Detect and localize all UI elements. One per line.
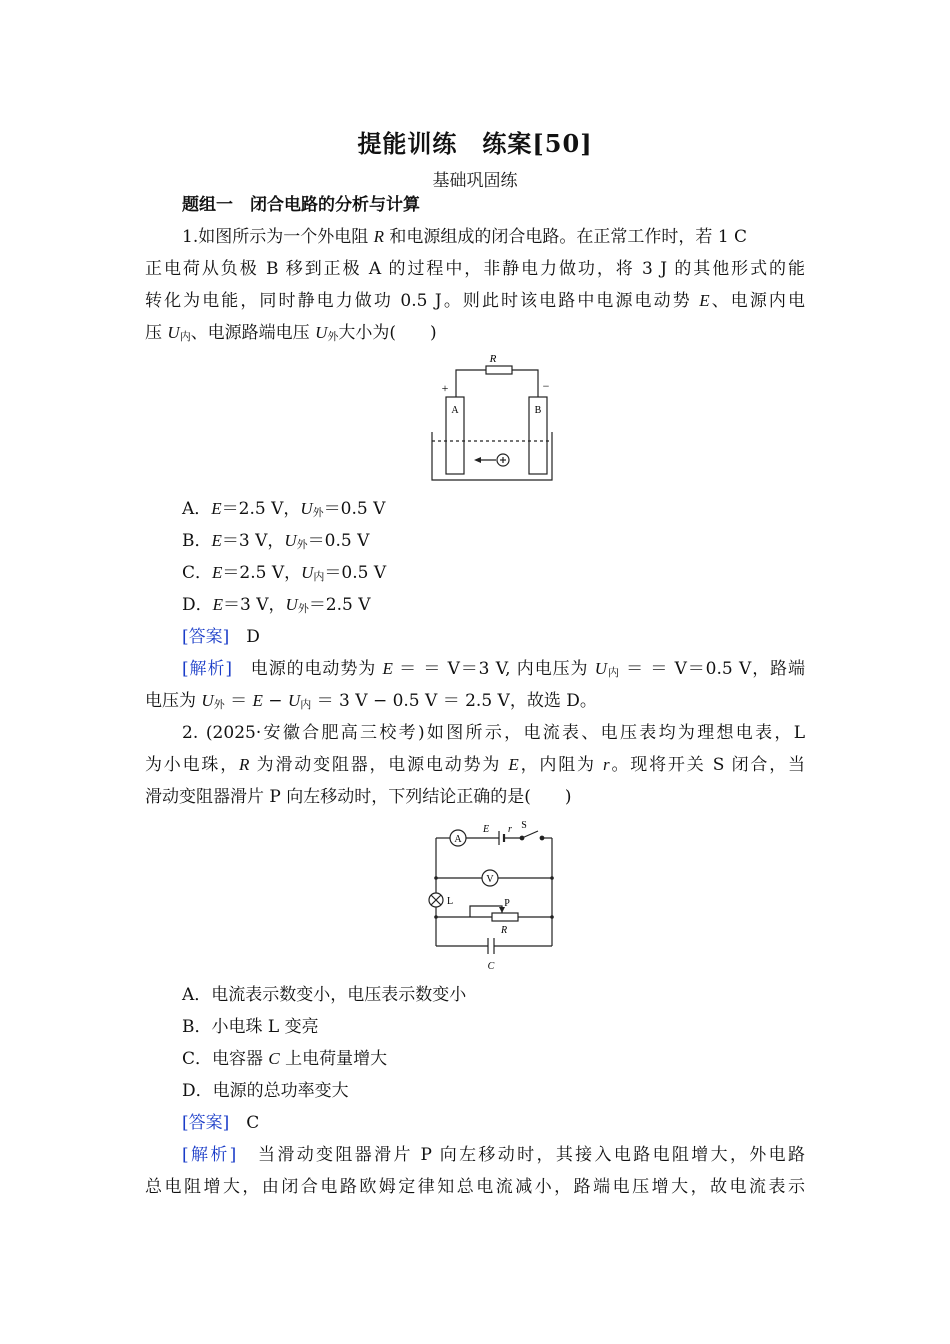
label-p: P — [504, 898, 510, 909]
q2-option-a: A．电流表示数变小，电压表示数变小 — [182, 985, 467, 1005]
q1-analysis-line-1: [解析] 电源的电动势为 E ＝ ＝ V＝3 V, 内电压为 $U_内$ ＝ ＝ V＝0.5 V，路端 — [182, 659, 806, 679]
label-rheostat: R — [500, 925, 508, 936]
rheostat-symbol — [492, 913, 518, 921]
q1-option-b: B．E＝3 V，$U_外=0.5$ V — [182, 531, 370, 551]
q2-option-b: B．小电珠 L 变亮 — [182, 1017, 319, 1037]
label-c: C — [487, 961, 495, 972]
switch-blade — [522, 831, 538, 838]
q2-line-2: 为小电珠，R 为滑动变阻器，电源电动势为 E，内阻为 r。现将开关 S 闭合，当 — [145, 755, 806, 775]
label-a: A — [451, 405, 459, 416]
label-s: S — [521, 820, 527, 831]
label-r-internal: r — [508, 824, 512, 835]
q1-line-1: 1.如图所示为一个外电阻 R 和电源组成的闭合电路。在正常工作时，若 1 C — [182, 227, 748, 247]
q2-line-1: 2. (2025·安徽合肥高三校考)如图所示，电流表、电压表均为理想电表，L — [182, 723, 805, 743]
page-title: 提能训练 练案[50] — [357, 129, 593, 158]
analysis-tag: [解析] — [182, 659, 232, 679]
q1-answer: [答案] D — [182, 627, 260, 647]
label-b: B — [534, 405, 542, 416]
page-subtitle: 基础巩固练 — [432, 171, 518, 191]
q2-option-c: C．电容器 C 上电荷量增大 — [182, 1049, 388, 1069]
ammeter-label: A — [454, 834, 462, 845]
label-l: L — [446, 896, 454, 907]
q1-line-2: 正电荷从负极 B 移到正极 A 的过程中，非静电力做功，将 3 J 的其他形式的能 — [145, 259, 805, 279]
group-heading: 题组一 闭合电路的分析与计算 — [182, 195, 420, 215]
resistor-symbol — [486, 366, 512, 374]
answer-tag: [答案] — [182, 627, 230, 647]
q1-line-3: 转化为电能，同时静电力做功 0.5 J。则此时该电路中电源电动势 E、电源内电 — [145, 291, 806, 311]
label-plus: + — [441, 381, 449, 395]
voltmeter-label: V — [486, 874, 494, 885]
q2-analysis-line-1: [解析] 当滑动变阻器滑片 P 向左移动时，其接入电路电阻增大，外电路 — [182, 1145, 806, 1165]
q2-line-3: 滑动变阻器滑片 P 向左移动时，下列结论正确的是( ) — [145, 787, 572, 807]
arrow-left-icon — [474, 457, 481, 463]
q2-answer: [答案] C — [182, 1113, 260, 1133]
label-e: E — [482, 824, 490, 835]
answer-tag: [答案] — [182, 1113, 230, 1133]
q1-option-a: A．E＝2.5 V，$U_外=0.5$ V — [182, 499, 386, 519]
q2-option-d: D．电源的总功率变大 — [182, 1081, 349, 1101]
q1-option-c: C．E＝2.5 V，$U_内=0.5$ V — [182, 563, 387, 583]
analysis-tag: [解析] — [182, 1145, 237, 1165]
q1-line-4: 压 $U_内$、电源路端电压 $U_外$大小为( ) — [145, 323, 437, 343]
q1-analysis-line-2: 电压为 $U_外 = E - U_内 = 3$ V − 0.5 V ＝ 2.5 V，故选 D。 — [145, 691, 597, 711]
q1-circuit-figure — [428, 352, 564, 486]
label-r: R — [489, 353, 497, 365]
q2-analysis-line-2: 总电阻增大，由闭合电路欧姆定律知总电流减小，路端电压增大，故电流表示 — [145, 1177, 805, 1197]
label-minus: − — [542, 379, 550, 393]
q2-circuit-figure — [424, 818, 559, 976]
q1-option-d: D．E＝3 V，$U_外=2.5$ V — [182, 595, 371, 615]
